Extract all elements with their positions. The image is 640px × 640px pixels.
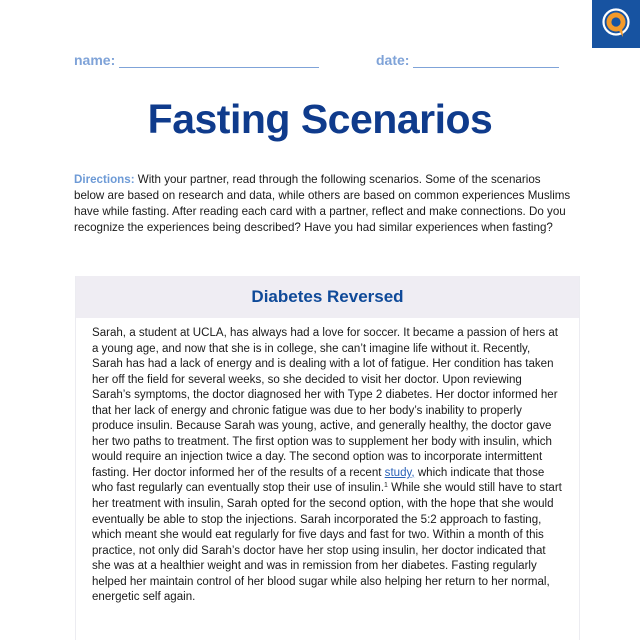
card-heading: Diabetes Reversed: [251, 287, 404, 306]
date-label: date:: [376, 52, 410, 68]
card-body: [76, 318, 579, 606]
directions-label: Directions:: [74, 173, 135, 186]
study-link[interactable]: study,: [384, 466, 415, 479]
directions-paragraph: [74, 172, 574, 236]
quizlet-logo[interactable]: [592, 0, 640, 48]
name-input-line[interactable]: [119, 53, 319, 68]
page-title: Fasting Scenarios: [147, 96, 493, 142]
card-body-text-3: While she would still have to start her treatment with insulin, Sarah opted for the second option, with the hope that she would eventually be able to stop the injections. Sarah incorporated the 5:2 approach to fasting, which meant she would eat regularly for five days and fast for two. Within a month of this practice, not only did Sarah’s doctor have her stop using insulin, her doctor indicated that she was at a healthier weight and was in remission from her diabetes. Fasting regularly helped her maintain control of her blood sugar while also helping her return to her normal, energetic self again.: [92, 482, 562, 604]
name-field[interactable]: [74, 52, 319, 68]
date-field[interactable]: [376, 52, 559, 68]
scenario-card: [75, 276, 580, 640]
directions-text: With your partner, read through the following scenarios. Some of the scenarios below are based on research and data, while others are based on common experiences Muslims have while fasting. After reading each card with a partner, reflect and make connections. Do you recognize the experiences being described? Have you had similar experiences when fasting?: [74, 173, 571, 234]
quizlet-q-icon: [601, 8, 631, 40]
card-body-text-2: which indicate that those who fast regularly can eventually stop their use of insulin.: [92, 466, 545, 495]
date-input-line[interactable]: [413, 53, 559, 68]
card-header: [76, 276, 579, 318]
card-body-text-1: Sarah, a student at UCLA, has always had a love for soccer. It became a passion of hers at a young age, and now that she is in college, she can’t imagine life without it. Recently, Sarah has had a lack of energy and is dealing with a lot of fatigue. Her condition has taken her off the field for several weeks, so she decided to visit her doctor. Upon reviewing Sarah’s symptoms, the doctor diagnosed her with Type 2 diabetes. Her doctor informed her that her lack of energy and chronic fatigue was due to her body’s inability to properly produce insulin. Because Sarah was young, active, and generally healthy, the doctor gave her two paths to treatment. The first option was to supplement her body with insulin, which would require an injection twice a day. The second option was to incorporate intermittent fasting. Her doctor informed her of the results of a recent: [92, 327, 558, 479]
header-fields: [74, 52, 574, 70]
name-label: name:: [74, 52, 116, 68]
footnote-marker: 1: [384, 482, 388, 490]
